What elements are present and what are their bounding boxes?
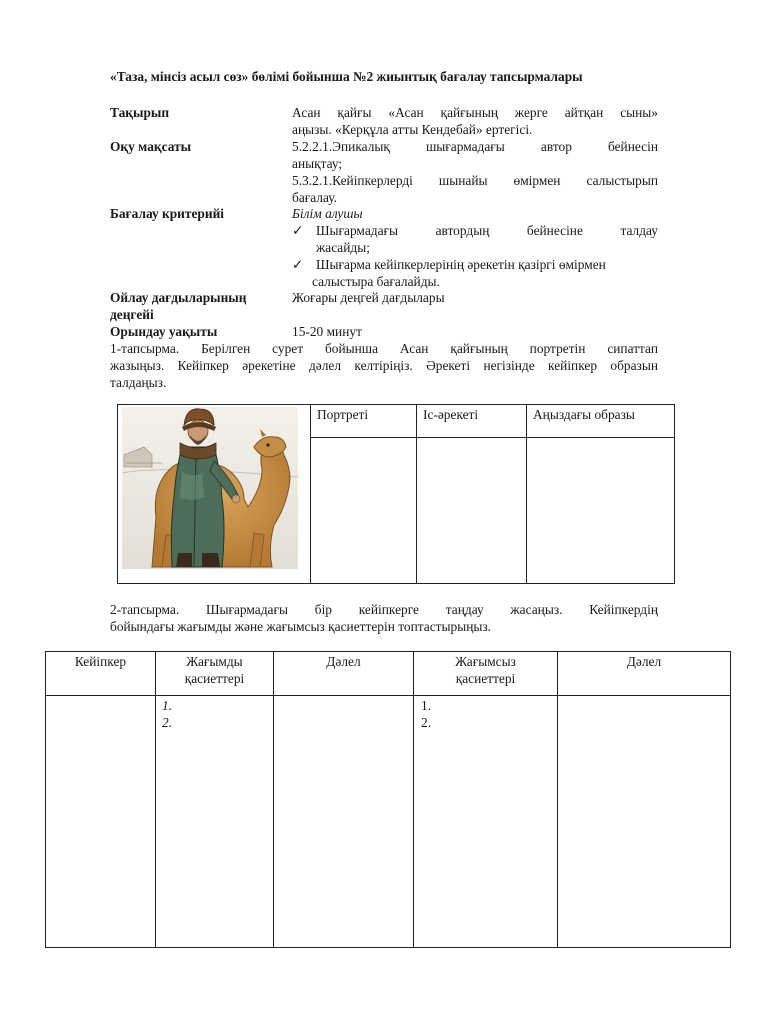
- header-negative-line2: қасиеттері: [455, 671, 516, 686]
- answer-cell-actions[interactable]: [417, 438, 527, 584]
- task1-text-line2: жазыңыз. Кейіпкер әрекетіне дәлел келтіріңіз. Әрекеті негізінде кейіпкер образын: [110, 358, 658, 373]
- goal1-line2: анықтау;: [292, 156, 343, 171]
- check-icon: ✓: [292, 223, 304, 238]
- time-value: 15-20 минут: [292, 324, 362, 339]
- goal1-line1: 5.2.2.1.Эпикалық шығармадағы автор бейнесін: [292, 139, 658, 154]
- header-character: Кейіпкер: [46, 652, 156, 696]
- criterion1-line1: Шығармадағы автордың бейнесіне талдау: [316, 223, 658, 238]
- thinking-value: Жоғары деңгей дағдылары: [292, 290, 445, 305]
- page-title: «Таза, мінсіз асыл сөз» бөлімі бойынша №2 жиынтық бағалау тапсырмалары: [110, 69, 583, 84]
- header-positive-line2: қасиеттері: [184, 671, 245, 686]
- criteria-intro: Білім алушы: [292, 206, 363, 221]
- column-portrait: Портреті: [311, 405, 417, 438]
- check-icon: ✓: [292, 257, 304, 272]
- time-label: Орындау уақыты: [110, 324, 218, 339]
- criterion2-line2: салыстыра бағалайды.: [312, 274, 440, 289]
- header-negative: [414, 652, 558, 696]
- header-positive-line1: Жағымды: [186, 654, 243, 669]
- answer-cell-proof-1[interactable]: [274, 696, 414, 948]
- list-item: 1.: [421, 698, 432, 713]
- task2-text-line2: бойындағы жағымды және жағымсыз қасиеттерін топтастырыңыз.: [110, 619, 491, 634]
- list-item: 1.: [162, 698, 173, 713]
- list-item: 2.: [421, 715, 432, 730]
- goal2-line2: бағалау.: [292, 190, 337, 205]
- list-item: 2.: [162, 715, 173, 730]
- criteria-label: Бағалау критерийі: [110, 206, 225, 221]
- topic-value-line2: аңызы. «Керқұла атты Кендебай» ертегісі.: [292, 122, 533, 137]
- asan-kaigy-camel-illustration: [122, 407, 298, 569]
- answer-cell-negative[interactable]: [414, 696, 558, 948]
- task1-text-line3: талдаңыз.: [110, 375, 167, 390]
- goal-label: Оқу мақсаты: [110, 139, 192, 154]
- topic-label: Тақырып: [110, 105, 170, 120]
- illustration-cell: [118, 405, 311, 584]
- answer-cell-proof-2[interactable]: [558, 696, 731, 948]
- column-legend-image: Аңыздағы образы: [527, 405, 675, 438]
- thinking-label-line2: деңгейі: [110, 307, 154, 322]
- criterion2-line1: Шығарма кейіпкерлерінің әрекетін қазіргі өмірмен: [316, 257, 606, 272]
- topic-value-line1: Асан қайғы «Асан қайғының жерге айтқан сыны»: [292, 105, 658, 120]
- answer-cell-character[interactable]: [46, 696, 156, 948]
- task2-text-line1: 2-тапсырма. Шығармадағы бір кейіпкерге таңдау жасаңыз. Кейіпкердің: [110, 602, 658, 617]
- header-negative-line1: Жағымсыз: [455, 654, 516, 669]
- header-proof-1: Дәлел: [274, 652, 414, 696]
- header-positive: [156, 652, 274, 696]
- criterion1-line2: жасайды;: [316, 240, 370, 255]
- task2-table: [45, 651, 731, 948]
- answer-cell-legend-image[interactable]: [527, 438, 675, 584]
- header-proof-2: Дәлел: [558, 652, 731, 696]
- answer-cell-portrait[interactable]: [311, 438, 417, 584]
- task1-text-line1: 1-тапсырма. Берілген сурет бойынша Асан қайғының портретін сипаттап: [110, 341, 658, 356]
- task1-table: [117, 404, 675, 584]
- column-actions: Іс-әрекеті: [417, 405, 527, 438]
- answer-cell-positive[interactable]: [156, 696, 274, 948]
- thinking-label-line1: Ойлау дағдыларының: [110, 290, 247, 305]
- goal2-line1: 5.3.2.1.Кейіпкерлерді шынайы өмірмен салыстырып: [292, 173, 658, 188]
